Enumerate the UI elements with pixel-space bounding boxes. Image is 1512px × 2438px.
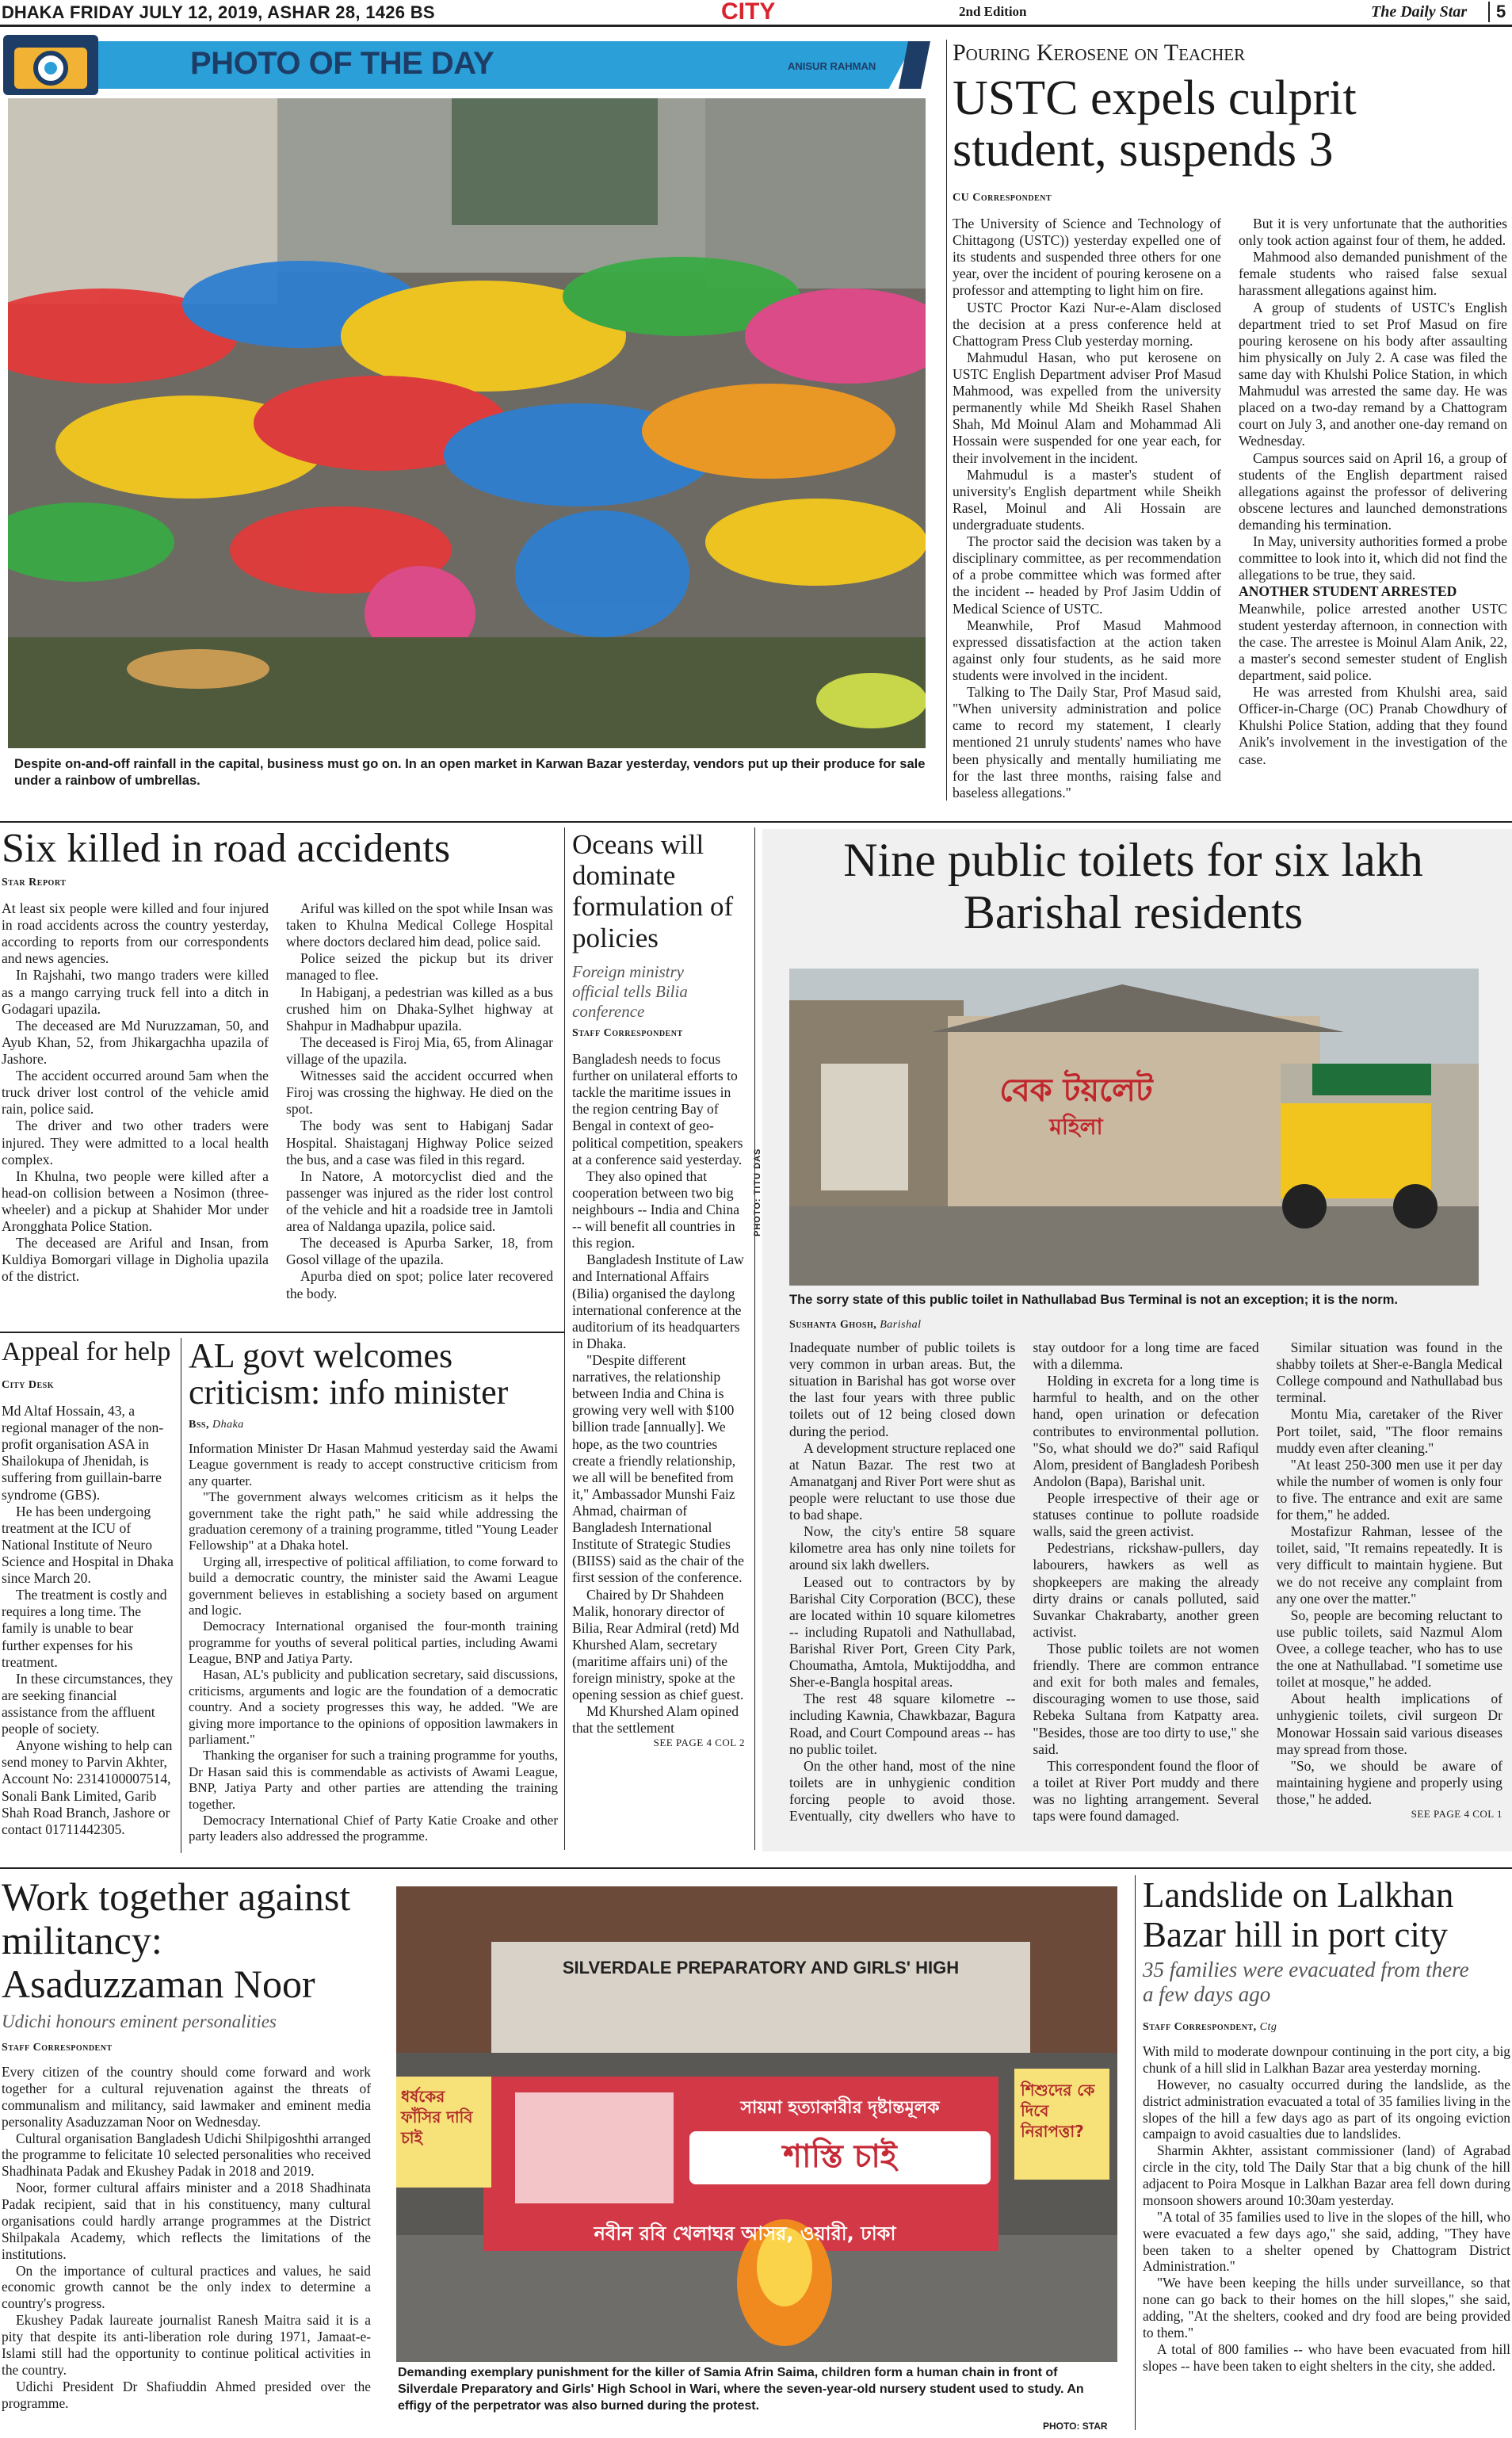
ustc-p: A group of students of USTC's English department tried to set Prof Masud on fire pouring kerosene on his body after assaulting him physically on July 2. A case was filed the same day with Khulshi Police Station, in which Mahmudul was arrested the same day. He was placed on a two-day remand by a Chattogram court on July 3, and another one-day remand on Wednesday. [1239,299,1507,449]
algovt-p: Hasan, AL's publicity and publication secretary, said discussions, criticisms, arguments and logic are the foundation of a democratic country. And a society progresses this way, he added. "We are giving more importance to the opinions of opposition lawmakers in parliament." [189,1667,558,1748]
toilets-p: This correspondent found the floor of a toilet at River Port muddy and there was no lighting arrangement. Several taps were found damaged. [1033,1757,1259,1825]
landslide-p: "A total of 35 families used to live in the slopes of the hill, who were evacuated a few days ago," she said, adding, "They have been taken to a shelter opened by Chattogram District Administration." [1143,2208,1510,2275]
oceans-p: "Despite different narratives, the relationship between India and China is growing very well with $100 billion trade [annually]. We hope, as the two countries create a friendly relationship, we all will be benefited from it," Ambassador Munshi Faiz Ahmad, chairman of Bangladesh International Institute of Strategic Studies (BIISS) said as the chair of the first session of the conference. [572,1351,744,1586]
oceans-p: Md Khurshed Alam opined that the settlement [572,1703,739,1737]
landslide-subhead: 35 families were evacuated from there a few days ago [1143,1958,1469,2007]
ustc-p: In May, university authorities formed a probe committee to look into it, which did not find the allegations to be true, they said. [1239,533,1507,583]
toilets-p: Montu Mia, caretaker of the River Port toilet, said, "The floor remains muddy even after cleaning." [1276,1406,1502,1456]
landslide-p: Sharmin Akhter, assistant commissioner (land) of Agrabad circle in the city, told The Daily Star that a big chunk of the hill adjacent to Poira Mosque in Lalkhan Bazar area fell down during monsoon showers around 10:30am yesterday. [1143,2142,1510,2208]
toilets-byline-name: Sushanta Ghosh, [789,1319,877,1331]
algovt-byline [189,1419,244,1431]
road-p: In Natore, A motorcyclist died and the passenger was injured as the rider lost control of the vehicle and hit a roadside tree in Jamtoli area of Naldanga upazila, police said. [286,1167,553,1235]
algovt-headline: AL govt welcomes criticism: info minister [189,1336,509,1412]
algovt-body [189,1441,558,1845]
algovt-p: Urging all, irrespective of political affiliation, to come forward to build a democratic country, the minister said the Awami League government believes in establishing a society based on argument and logic. [189,1553,558,1618]
appeal-body [2,1403,174,1838]
militancy-body [2,2064,371,2411]
toilet-sign-text: বেক টয়লেট [999,1072,1153,1109]
road-p: The driver and two other traders were injured. They were admitted to a local health complex. [2,1118,269,1167]
oceans-body [572,1051,745,1749]
toilet-sign-text-2: মহিলা [1049,1114,1103,1140]
landslide-byline-name: Staff Correspondent, [1143,2021,1257,2033]
road-p: In Khulna, two people were killed after a head-on collision between a Nosimon (three-wheeler) and a pickup at Shahider Mor under Arongghata Police Station. [2,1167,269,1235]
ustc-headline: USTC expels culprit student, suspends 3 [953,71,1357,178]
toilets-headline: Nine public toilets for six lakh Barishal residents [843,834,1423,938]
oceans-subhead: Foreign ministry official tells Bilia conference [572,962,688,1022]
ustc-p: Mahmudul is a master's student of university's English department while Sheikh Rasel, Moinul and Ali Hossain are undergraduate students. [953,466,1221,533]
toilets-p: About health implications of unhygienic toilets, civil surgeon Dr Monowar Hossain said various diseases may spread from those. [1276,1691,1502,1757]
masthead-dhaka: DHAKA [2,2,65,22]
protest-caption: Demanding exemplary punishment for the killer of Samia Afrin Saima, children form a human chain in front of Silverdale Preparatory and Girls' High School in Wari, where the seven-year-old nursery student used to study. An effigy of the perpetrator was also burned during the protest. [398,2366,1084,2413]
oceans-p: They also opined that cooperation between two big neighbours -- India and China -- will benefit all countries in this region. [572,1167,740,1251]
landslide-p: "We have been keeping the hills under surveillance, so that none can go back to their homes on the hill slopes," she said, adding, "At the shelters, cooked and dry food are being provided to them." [1143,2275,1510,2341]
appeal-p: Anyone wishing to help can send money to Parvin Akhter, Account No: 2314100007514, Sonali Bank Limited, Garib Shah Road Branch, Jashore or contact 01711442305. [2,1737,173,1837]
toilets-p: "At least 250-300 men use it per day while the number of women is only four to five. The entrance and exit are same for them," he added. [1276,1456,1502,1523]
column-rule [946,40,947,801]
toilets-photo-credit: PHOTO: TITU DAS [753,1148,762,1236]
column-rule [1135,1875,1136,2430]
toilet-sign-red [973,1072,1179,1167]
section-name: CITY [721,0,776,25]
toilets-p: Now, the city's entire 58 square kilometre area has only nine toilets for around six lakh dwellers. [789,1523,1016,1573]
toilets-p: On the other hand, most of the nine toilets are in unhygienic condition forcing people to avoid those. Eventually, city dwellers who have to stay outdoor for a long time are faced with a dilemma. [789,1339,1259,1825]
militancy-p: Cultural organisation Bangladesh Udichi Shilpigoshthi arranged the programme to felicitate 10 selected personalities who received Shadhinata Padak and Ekushey Padak in 2018 and 2019. [2,2130,371,2180]
road-p: Ariful was killed on the spot while Insan was taken to Khulna Medical College Hospital where doctors declared him dead, police said. [286,900,553,950]
road-p: Witnesses said the accident occurred when Firoj was crossing the highway. He died on the spot. [286,1068,553,1118]
landslide-headline: Landslide on Lalkhan Bazar hill in port city [1143,1875,1454,1955]
militancy-p: Noor, former cultural affairs minister and a 2018 Shadhinata Padak recipient, said that in his constituency, many cultural organisations could hardly arrange programmes at the District Shilpakala Academy, which reflects the limitations of the institutions. [2,2180,371,2262]
market-umbrellas-photo [8,98,926,748]
ustc-subhead: ANOTHER STUDENT ARRESTED [1239,583,1457,600]
toilets-p: Holding in excreta for a long time is harmful to health, and on the other hand, open urination or defecation contributes to environmental pollution. "So, what should we do?" said Rafiqul Alom, president of Bangladesh Poribesh Andolon (Bapa), Barishal unit. [1033,1373,1259,1489]
page-number: 5 [1488,2,1506,22]
photo-of-day-banner [3,35,938,95]
landslide-p: With mild to moderate downpour continuing in the port city, a big chunk of a hill slid in Lalkhan Bazar area yesterday morning. [1143,2043,1510,2076]
appeal-p: He has been undergoing treatment at the ICU of National Institute of Neuro Science and Hospital in Dhaka since March 20. [2,1503,174,1587]
appeal-p: In these circumstances, they are seeking financial assistance from the affluent people of society. [2,1670,174,1737]
toilets-p: Inadequate number of public toilets is very common in urban areas. But, the situation in Barishal has got worse over the last four years with three public toilets out of 12 being closed down during the period. [789,1339,1016,1439]
column-rule [564,827,565,1850]
masthead-date: FRIDAY JULY 12, 2019, ASHAR 28, 1426 BS [70,2,435,22]
school-sign: SILVERDALE PREPARATORY AND GIRLS' HIGH [562,1958,960,1978]
landslide-p: However, no casualty occurred during the landslide, as the district administration evacuated a total of 35 families living in the slopes of the hill a few days ago as part of its ongoing eviction campaign to avoid casualties due to landslides. [1143,2076,1510,2142]
road-p: The deceased are Md Nuruzzaman, 50, and Ayub Khan, 52, from Jhikargachha upazila of Jashore. [2,1017,269,1067]
algovt-p: Democracy International organised the four-month training programme for youths of several political parties, including Awami League, BNP and Jatiya Party. [189,1618,558,1667]
road-p: The accident occurred around 5am when the truck driver lost control of the vehicle amid rain, police said. [2,1068,269,1118]
road-p: The body was sent to Habiganj Sadar Hospital. Shaistaganj Highway Police seized the bus, and a case was filed in this regard. [286,1118,553,1167]
toilets-body [789,1339,1502,1847]
oceans-continued: SEE PAGE 4 COL 2 [653,1737,745,1749]
ustc-p: Mahmood also demanded punishment of the female students who raised false sexual harassment allegations against him. [1239,249,1507,299]
placard-right: শিশুদের কে দিবে নিরাপত্তা? [1021,2081,1095,2141]
toilets-byline [789,1319,921,1332]
militancy-headline: Work together against militancy: Asaduzzaman Noor [2,1874,351,2006]
toilets-p: Similar situation was found in the shabby toilets at Sher-e-Bangla Medical College compound and Nathullabad bus terminal. [1276,1339,1502,1406]
militancy-subhead: Udichi honours eminent personalities [2,2012,277,2031]
oceans-byline: Staff Correspondent [572,1027,683,1039]
algovt-p: Information Minister Dr Hasan Mahmud yesterday said the Awami League government is ready to accept constructive criticism from any quarter. [189,1441,558,1488]
ustc-byline: CU Correspondent [953,192,1052,204]
placard-left: ধর্ষকের ফাঁসির দাবি চাই [401,2087,473,2147]
road-p: Police seized the pickup but its driver managed to flee. [286,950,553,984]
road-p: In Habiganj, a pedestrian was killed as a bus crushed him on Dhaka-Sylhet highway at Shahpur in Madhabpur upazila. [286,984,553,1034]
toilets-continued: SEE PAGE 4 COL 1 [1411,1808,1502,1821]
road-p: The deceased is Firoj Mia, 65, from Alinagar village of the upazila. [286,1034,553,1067]
road-p: At least six people were killed and four injured in road accidents across the country yesterday, according to reports from our correspondents and news agencies. [2,900,269,967]
toilets-p: A development structure replaced one at Natun Bazar. The rest two at Amanatganj and River Port were shut as people were reluctant to use those due to bad shape. [789,1439,1016,1523]
section-rule [0,1332,564,1333]
landslide-byline [1143,2021,1277,2034]
landslide-p: A total of 800 families -- who have been evacuated from hill slopes -- have been taken to eight shelters in the city, she added. [1143,2341,1510,2374]
banner-top-text: সায়মা হত্যাকারীর দৃষ্টান্তমূলক [740,2098,940,2118]
algovt-byline-name: Bss, [189,1419,209,1431]
appeal-p: The treatment is costly and requires a long time. The family is unable to bear further expenses for his treatment. [2,1587,167,1670]
photo-of-day-title: PHOTO OF THE DAY [190,46,494,81]
column-rule [754,827,755,1850]
militancy-p: Ekushey Padak laureate journalist Ranesh Maitra said it is a pity that despite its anti-liberation role during 1971, Jamaat-e-Islami still had the opportunity to continue political activities in the country. [2,2312,371,2378]
algovt-p: Thanking the organiser for such a training programme for youths, Dr Hasan said this is commendable as activists of Awami League, BNP, Jatiya Party and other parties are attending the training together. [189,1748,558,1812]
ustc-p: Campus sources said on April 16, a group of students of the English department raised allegations against the professor of delivering obscene lectures and launched demonstrations demanding his termination. [1239,449,1507,533]
landslide-body [1143,2043,1510,2375]
militancy-p: On the importance of cultural practices and values, he said economic growth cannot be the only index to determine a country's progress. [2,2262,371,2312]
toilets-p: Those public toilets are not women friendly. There are common entrance and exit for both males and females, discouraging women to use those, said Rebeka Sultana from Katpatty area. "Besides, those are too dirty to use," she said. [1033,1640,1259,1757]
masthead [0,0,1512,27]
paper-name: The Daily Star [1371,3,1468,21]
ustc-p: Meanwhile, Prof Masud Mahmood expressed dissatisfaction at the action taken against only four students, as he said more students were involved in the incident. [953,617,1221,683]
algovt-p: Democracy International Chief of Party Katie Croake and other party leaders also addressed the programme. [189,1812,558,1844]
photo-credit: ANISUR RAHMAN [788,60,876,72]
appeal-byline: City Desk [2,1379,55,1391]
oceans-headline: Oceans will dominate formulation of policies [572,829,734,953]
protest-credit: PHOTO: STAR [1043,2421,1108,2432]
road-body [2,900,553,1313]
ustc-p: Talking to The Daily Star, Prof Masud said, "When university administration and police came to record my statement, I clearly mentioned 21 unruly students' names who have been physically and mentally humiliating me for the last three months, raising false and baseless allegations." [953,684,1221,801]
ustc-p: Mahmudul Hasan, who put kerosene on USTC English Department adviser Prof Masud Mahmood, was expelled from the university permanently while Md Sheikh Rasel Shahen Shah, Md Moinul Alam and Mohammad Ali Hossain were suspended for one year each, for their involvement in the incident. [953,349,1221,466]
road-headline: Six killed in road accidents [2,826,451,871]
algovt-p: "The government always welcomes criticism as it helps the government take the right path," he said while addressing the graduation ceremony of a training programme, titled "Young Leader Fellowship" at a Dhaka hotel. [189,1489,558,1553]
algovt-byline-place: Dhaka [212,1419,244,1431]
road-byline: Star Report [2,877,67,888]
ustc-kicker: Pouring Kerosene on Teacher [953,40,1246,66]
oceans-p: Chaired by Dr Shahdeen Malik, honorary director of Bilia, Rear Admiral (retd) Md Khurshed Alam, secretary (maritime affairs uni) of the foreign ministry, spoke at the opening session as chief guest. [572,1586,744,1703]
toilets-p: So, people are becoming reluctant to use public toilets, said Nazmul Alom Ovee, a college teacher, who has to use the one at Nathullabad. "I sometime use toilet at mosque," he added. [1276,1607,1502,1691]
oceans-p: Bangladesh needs to focus further on unilateral efforts to tackle the maritime issues in the region centring Bay of Bengal in context of geo-political competition, speakers at a conference said yesterday. [572,1051,743,1167]
road-p: The deceased are Ariful and Insan, from Kuldiya Bomorgari village in Digholia upazila of the district. [2,1235,269,1285]
ustc-p: But it is very unfortunate that the authorities only took action against four of them, he added. [1239,216,1507,249]
toilets-p: Mostafizur Rahman, lessee of the toilet, said, "It remains repeatedly. It is very difficult to maintain hygiene. But we do not receive any complaint from any one over the matter." [1276,1523,1502,1607]
ustc-body [953,216,1507,802]
section-rule [0,1867,1512,1869]
toilets-p: "So, we should be aware of maintaining hygiene and properly using those," he added. [1276,1757,1502,1807]
appeal-headline: Appeal for help [2,1337,171,1366]
banner-org-text: নবীন রবি খেলাঘর আসর, ওয়ারী, ঢাকা [594,2222,896,2245]
ustc-p: He was arrested from Khulshi area, said Officer-in-Charge (OC) Pranab Chowdhury of Khulshi Police Station, adding that they found Anik's involvement in the investigation of the case. [1239,684,1507,767]
toilets-p: Leased out to contractors by by Barishal City Corporation (BCC), these are located within 10 square kilometres -- including Rupatoli and Nathullabad, Barishal River Port, Green City Park, Choumatha, Amtola, Muktijoddha, and Sher-e-Bangla hospital areas. [789,1573,1016,1691]
toilets-caption: The sorry state of this public toilet in Nathullabad Bus Terminal is not an exception; it is the norm. [789,1293,1398,1307]
edition-label: 2nd Edition [959,4,1027,19]
banner-main-text: শাস্তি চাই [689,2131,991,2184]
toilets-p: People irrespective of their age or statuses continue to pollute roadside walls, said the green activist. [1033,1489,1259,1540]
protest-banner [689,2094,991,2184]
toilets-byline-place: Barishal [880,1319,922,1331]
road-p: The deceased is Apurba Sarker, 18, from Gosol village of the upazila. [286,1235,553,1268]
human-chain-photo [396,1886,1117,2362]
militancy-p: Udichi President Dr Shafiuddin Ahmed presided over the programme. [2,2378,371,2411]
toilets-p: Pedestrians, rickshaw-pullers, day labourers, hawkers as well as shopkeepers are making the already dirty drains or canals polluted, said Suvankar Chakrabarty, another green activist. [1033,1540,1259,1640]
ustc-p: USTC Proctor Kazi Nur-e-Alam disclosed the decision at a press conference held at Chattogram Press Club yesterday morning. [953,299,1221,349]
militancy-p: Every citizen of the country should come forward and work together for a cultural rejuvenation against the threats of communalism and militancy, said lawmaker and eminent media personality Asaduzzaman Noor on Wednesday. [2,2064,371,2130]
appeal-p: Md Altaf Hossain, 43, a regional manager of the non-profit organisation ASA in Shailokupa of Jhenidah, is suffering from guillain-barre syndrome (GBS). [2,1403,164,1503]
camera-icon [3,35,98,95]
photo-of-day-caption: Despite on-and-off rainfall in the capital, business must go on. In an open market in Karwan Bazar yesterday, vendors put up their produce for sale under a rainbow of umbrellas. [14,757,926,789]
toilets-p: The rest 48 square kilometre -- including Kawnia, Chawkbazar, Bagura Road, and Court Compound areas -- has no public toilet. [789,1691,1016,1757]
section-rule [0,821,1512,823]
ustc-p: The proctor said the decision was taken by a disciplinary committee, as per recommendation of a probe committee which was formed after the incident -- headed by Prof Jasim Uddin of Medical Science of USTC. [953,533,1221,617]
road-p: In Rajshahi, two mango traders were killed as a mango carrying truck fell into a ditch in Godagari upazila. [2,967,269,1017]
ustc-p: Meanwhile, police arrested another USTC student yesterday afternoon, in connection with the case. The arrestee is Moinul Alam Anik, 22, a master's second semester student of English department, said police. [1239,600,1507,683]
militancy-byline: Staff Correspondent [2,2042,113,2054]
ustc-p: The University of Science and Technology of Chittagong (USTC)) yesterday expelled one of its students and suspended three others for one year, over the incident of pouring kerosene on a professor and attempting to light him on fire. [953,216,1221,299]
oceans-p: Bangladesh Institute of Law and International Affairs (Bilia) organised the daylong international conference at the auditorium of its headquarters in Dhaka. [572,1251,744,1351]
public-toilet-photo [789,969,1479,1286]
road-p: Apurba died on spot; police later recovered the body. [286,1268,553,1301]
landslide-byline-place: Ctg [1259,2021,1277,2033]
